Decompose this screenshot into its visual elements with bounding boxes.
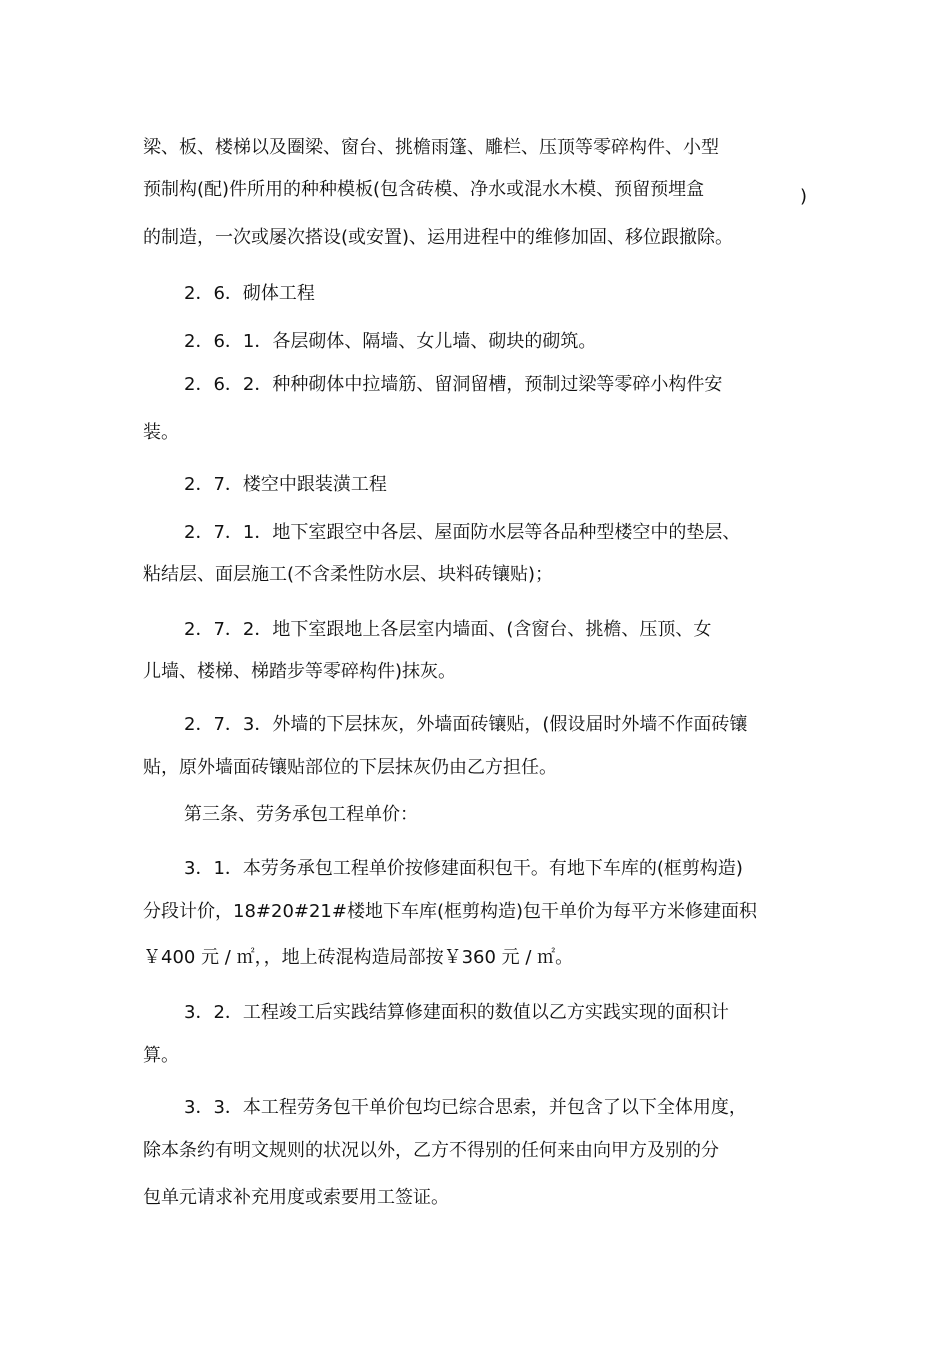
paragraph-line: 3．2．工程竣工后实践结算修建面积的数值以乙方实践实现的面积计 (184, 1002, 729, 1023)
paragraph-line: 2．7．2．地下室跟地上各层室内墙面、(含窗台、挑檐、压顶、女 (184, 619, 712, 640)
section-heading: 2．7．楼空中跟装潢工程 (184, 474, 387, 495)
paragraph-line: 分段计价，18#20#21#楼地下车库(框剪构造)包干单价为每平方米修建面积 (143, 901, 758, 922)
paragraph-line: 的制造，一次或屡次搭设(或安置)、运用进程中的维修加固、移位跟撤除。 (143, 227, 734, 248)
paragraph-line: 梁、板、楼梯以及圈梁、窗台、挑檐雨篷、雕栏、压顶等零碎构件、小型 (143, 137, 719, 158)
paragraph-line: 算。 (143, 1045, 179, 1066)
paragraph-line: 2．6．1．各层砌体、隔墙、女儿墙、砌块的砌筑。 (184, 331, 597, 352)
paragraph-line: 2．7．1．地下室跟空中各层、屋面防水层等各品种型楼空中的垫层、 (184, 522, 741, 543)
paragraph-line: 装。 (143, 422, 179, 443)
paragraph-line: 粘结层、面层施工(不含柔性防水层、块料砖镶贴)； (143, 564, 554, 585)
paragraph-line: 贴，原外墙面砖镶贴部位的下层抹灰仍由乙方担任。 (143, 757, 557, 778)
paragraph-line: 3．3．本工程劳务包干单价包均已综合思索，并包含了以下全体用度， (184, 1097, 747, 1118)
paragraph-line: 除本条约有明文规则的状况以外，乙方不得别的任何来由向甲方及别的分 (143, 1140, 719, 1161)
paragraph-line: 3．1．本劳务承包工程单价按修建面积包干。有地下车库的(框剪构造) (184, 858, 743, 879)
closing-paren: ) (800, 186, 808, 207)
paragraph-line: ￥400 元 / ㎡，，地上砖混构造局部按￥360 元 / ㎡。 (143, 947, 574, 968)
paragraph-line: 儿墙、楼梯、梯踏步等零碎构件)抹灰。 (143, 661, 457, 682)
article-heading: 第三条、劳务承包工程单价： (184, 804, 418, 825)
paragraph-line: 2．7．3．外墙的下层抹灰，外墙面砖镶贴，(假设届时外墙不作面砖镶 (184, 714, 748, 735)
paragraph-line: 预制构(配)件所用的种种模板(包含砖模、净水或混水木模、预留预埋盒 (143, 179, 705, 200)
section-heading: 2．6．砌体工程 (184, 283, 315, 304)
paragraph-line: 2．6．2．种种砌体中拉墙筋、留洞留槽，预制过梁等零碎小构件安 (184, 374, 723, 395)
paragraph-line: 包单元请求补充用度或索要用工签证。 (143, 1187, 449, 1208)
